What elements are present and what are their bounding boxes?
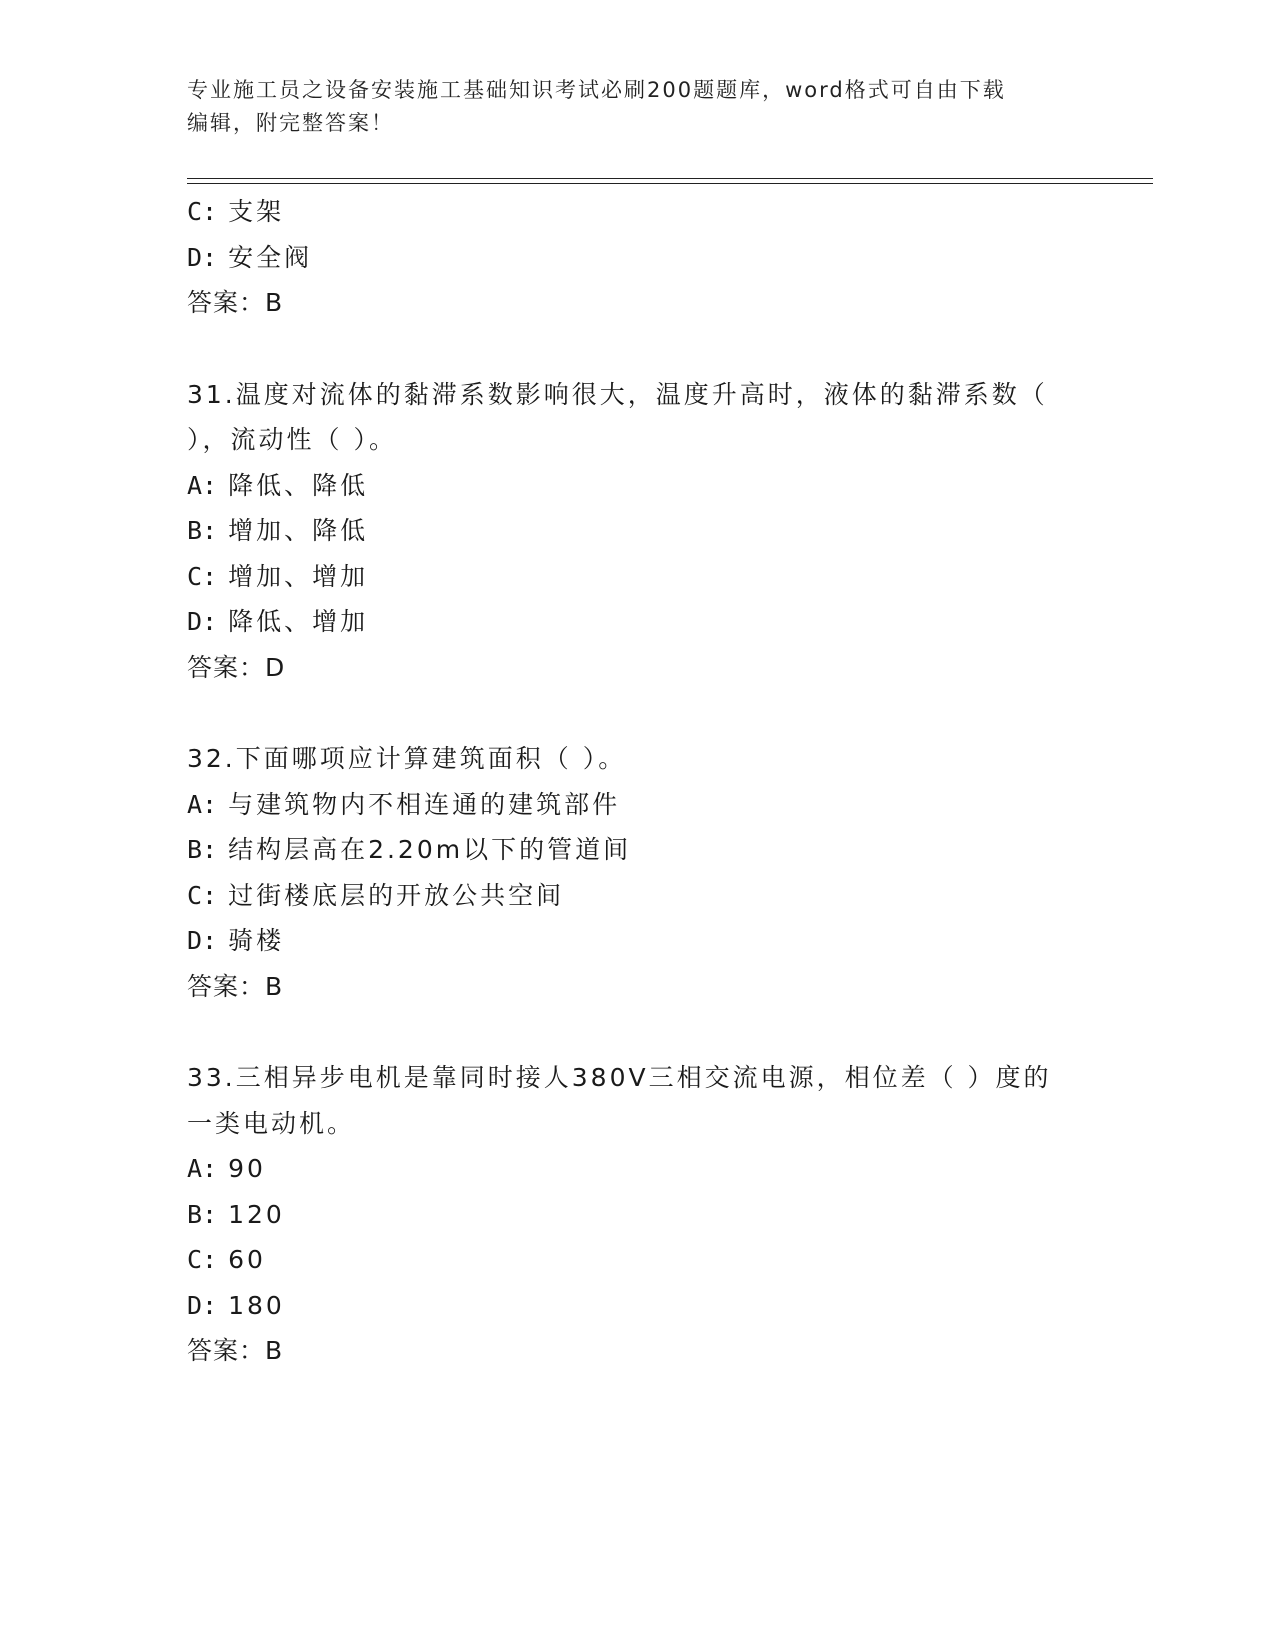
header-title-line-2: 编辑，附完整答案！ [187,111,394,135]
option-text: 过街楼底层的开放公共空间 [228,880,565,910]
question-text-line-2: ），流动性（ ）。 [187,425,397,454]
option-c [187,1237,1087,1283]
option-text: 120 [228,1199,285,1229]
option-letter: B: [187,516,218,545]
option-text: 降低、降低 [228,470,369,500]
option-text: 增加、降低 [228,516,369,545]
option-letter: B: [187,835,218,864]
option-letter: C: [187,1245,218,1274]
option-b [187,1192,1087,1238]
question-text-line-2: 一类电动机。 [187,1108,356,1138]
document-header [187,74,1087,140]
answer-line: 答案：D [187,652,286,682]
option-text: 结构层高在2.20m以下的管道间 [228,835,632,864]
option-c [187,554,1087,600]
option-d [187,235,1087,281]
option-letter: C: [187,197,218,226]
option-b [187,508,1087,554]
option-text: 骑楼 [228,926,285,955]
option-letter: A: [187,1154,218,1183]
option-letter: D: [187,242,218,272]
option-a [187,782,1087,828]
option-c [187,189,1087,235]
header-divider-top [187,178,1153,179]
option-letter: B: [187,1199,218,1229]
option-text: 安全阀 [228,242,313,272]
question-33 [187,1055,1087,1374]
option-letter: D: [187,607,218,636]
question-text-line-1: 31.温度对流体的黏滞系数影响很大，温度升高时，液体的黏滞系数（ [187,379,1048,409]
option-letter: C: [187,880,218,910]
document-body [187,189,1087,1374]
option-c [187,873,1087,919]
header-divider-bottom [187,183,1153,184]
option-text: 降低、增加 [228,607,369,636]
option-d [187,599,1087,645]
option-a [187,1146,1087,1192]
option-letter: A: [187,789,218,819]
answer-line: 答案：B [187,288,284,317]
option-text: 与建筑物内不相连通的建筑部件 [228,789,621,819]
option-text: 60 [228,1245,266,1274]
option-letter: D: [187,926,218,955]
option-letter: D: [187,1290,218,1320]
question-30-tail [187,189,1087,326]
header-title-line-1: 专业施工员之设备安装施工基础知识考试必刷200题题库，word格式可自由下载 [187,78,1006,102]
option-text: 支架 [228,197,285,226]
option-a [187,463,1087,509]
option-letter: C: [187,561,218,591]
answer-line: 答案：B [187,971,284,1001]
option-text: 180 [228,1290,285,1320]
option-d [187,1283,1087,1329]
question-text-line-1: 32.下面哪项应计算建筑面积（ ）。 [187,744,627,773]
question-text-line-1: 33.三相异步电机是靠同时接人380V三相交流电源，相位差（ ）度的 [187,1063,1052,1092]
question-31 [187,372,1087,691]
option-letter: A: [187,470,218,500]
answer-line: 答案：B [187,1336,284,1365]
option-b [187,827,1087,873]
option-text: 90 [228,1154,266,1183]
question-32 [187,736,1087,1009]
option-text: 增加、增加 [228,561,369,591]
option-d [187,918,1087,964]
